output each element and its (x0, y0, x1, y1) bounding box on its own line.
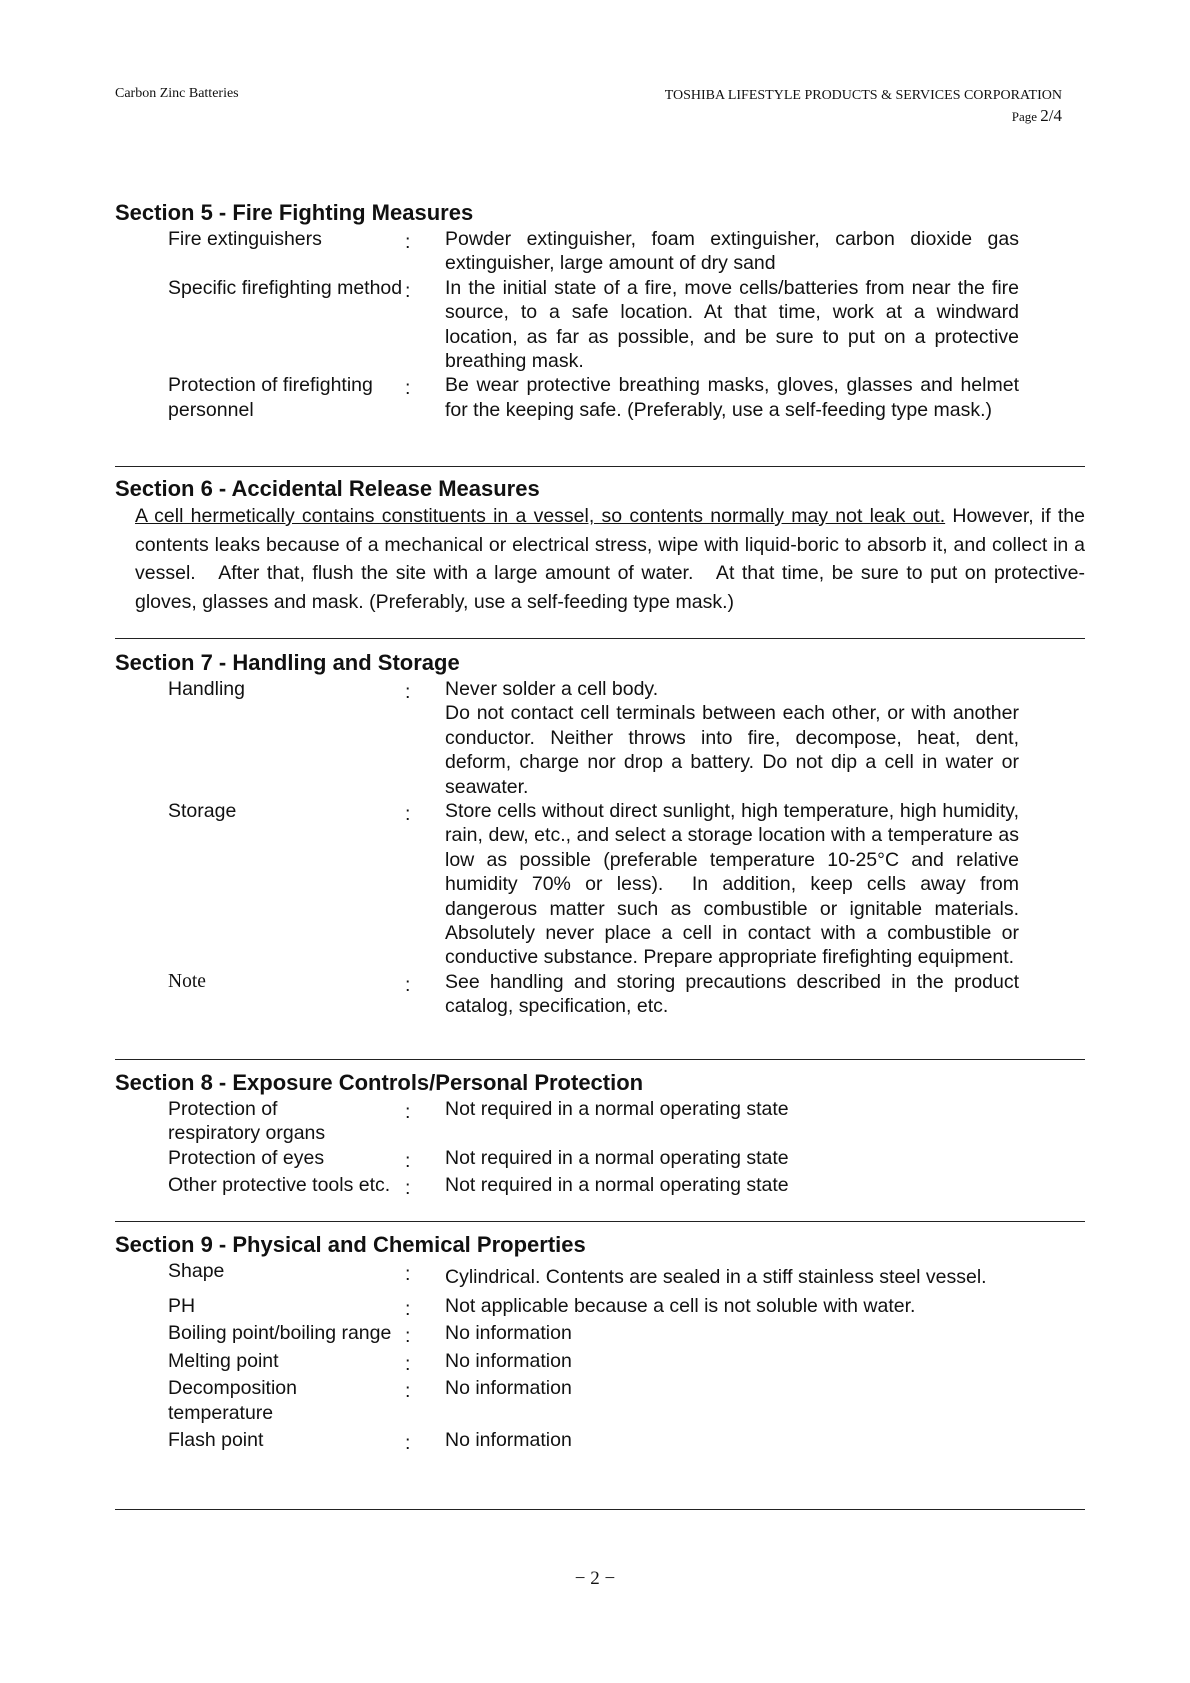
table-row (115, 677, 1085, 799)
section-divider (115, 638, 1085, 639)
row-colon: : (405, 1263, 411, 1285)
section-title: Section 8 - Exposure Controls/Personal Protection (115, 1070, 644, 1095)
row-value: Cylindrical. Contents are sealed in a stiff stainless steel vessel. (445, 1266, 987, 1288)
page-prefix: Page (1011, 109, 1041, 124)
row-value: Be wear protective breathing masks, gloves, glasses and helmet for the keeping safe. (Preferably, use a self-feeding type mask.) (445, 374, 1019, 421)
row-label: Boiling point/boiling range (168, 1322, 392, 1345)
row-colon: : (405, 1298, 411, 1320)
header-page-info (665, 106, 1062, 128)
table-row (115, 227, 1085, 276)
table-row (115, 1146, 1085, 1170)
row-label: Protection of eyes (168, 1146, 325, 1169)
row-colon: : (405, 231, 411, 253)
row-label: Storage (168, 800, 237, 823)
row-value: No information (445, 1429, 572, 1452)
row-label: Melting point (168, 1349, 279, 1372)
table-row (115, 1321, 1085, 1348)
row-colon: : (405, 681, 411, 703)
table-row (115, 1376, 1085, 1425)
row-colon: : (405, 1325, 411, 1348)
row-label: Shape (168, 1260, 225, 1282)
row-colon: : (405, 803, 411, 826)
header-document-title: Carbon Zinc Batteries (115, 86, 239, 101)
row-label: Specific firefighting method (168, 276, 403, 299)
table-row (115, 1097, 1085, 1146)
row-value: Not required in a normal operating state (445, 1098, 789, 1120)
section-8 (115, 1070, 1085, 1198)
section-5 (115, 200, 1085, 422)
row-label: PH (168, 1295, 196, 1317)
row-colon: : (405, 1432, 411, 1455)
row-label: Flash point (168, 1429, 264, 1452)
section-divider (115, 1509, 1085, 1510)
section-paragraph (115, 502, 1085, 616)
section-9 (115, 1232, 1085, 1455)
handling-line: Do not contact cell terminals between each other, or with another conductor. Neither throws into fire, decompose, heat, dent, deform, charge nor drop a battery. Do not dip a cell in water or seawater. (445, 702, 1019, 798)
section-divider (115, 1059, 1085, 1060)
table-row (115, 276, 1085, 374)
section-divider (115, 1221, 1085, 1222)
row-colon: : (405, 377, 411, 400)
section-title: Section 9 - Physical and Chemical Properties (115, 1232, 586, 1257)
row-value: No information (445, 1377, 572, 1400)
row-colon: : (405, 1177, 411, 1200)
row-label: Fire extinguishers (168, 228, 322, 250)
row-label: Handling (168, 678, 245, 700)
section-title: Section 7 - Handling and Storage (115, 650, 460, 675)
row-label: Other protective tools etc. (168, 1174, 391, 1197)
row-colon: : (405, 1352, 411, 1375)
row-value: Not required in a normal operating state (445, 1174, 789, 1197)
header-right (665, 86, 1062, 128)
row-value: No information (445, 1322, 572, 1345)
page-number: 2/4 (1040, 106, 1062, 125)
section-title: Section 6 - Accidental Release Measures (115, 476, 540, 501)
row-value: No information (445, 1349, 572, 1372)
paragraph-text: However, if the contents leaks because of a mechanical or electrical stress, wipe with liquid-boric to absorb it, and collect in a vessel. After that, flush the site with a large amount of water. At that time, be sure to put on protective-gloves, glasses and mask. (Preferably, use a self-feeding type mask.) (135, 505, 1085, 613)
table-row (115, 970, 1085, 1019)
row-label: Protection of firefighting personnel (168, 374, 373, 421)
row-colon: : (405, 279, 411, 302)
underlined-statement: A cell hermetically contains constituents in a vessel, so contents normally may not leak out. (135, 505, 946, 527)
table-row (115, 1349, 1085, 1373)
row-label: Note (168, 970, 206, 992)
table-row (115, 373, 1085, 422)
table-row (115, 1173, 1085, 1200)
table-row (115, 1259, 1085, 1292)
handling-line: Never solder a cell body. (445, 678, 659, 700)
row-value: See handling and storing precautions described in the product catalog, specification, etc. (445, 970, 1019, 1018)
table-row (115, 1294, 1085, 1318)
row-value: Not applicable because a cell is not soluble with water. (445, 1295, 916, 1317)
section-7 (115, 650, 1085, 1019)
row-value (445, 677, 1019, 799)
row-colon: : (405, 1380, 411, 1403)
section-title: Section 5 - Fire Fighting Measures (115, 200, 474, 225)
row-value: Store cells without direct sunlight, high temperature, high humidity, rain, dew, etc., and select a storage location with a temperature as low as possible (preferable temperature 10-25°C and relative humidity 70% or less). In addition, keep cells away from dangerous matter such as combustible or ignitable materials. Absolutely never place a cell in contact with a combustible or conductive substance. Prepare appropriate firefighting equipment. (445, 800, 1019, 969)
row-colon: : (405, 973, 411, 996)
table-row (115, 799, 1085, 970)
row-colon: : (405, 1149, 411, 1172)
row-colon: : (405, 1101, 411, 1123)
table-row (115, 1428, 1085, 1455)
header-company-name: TOSHIBA LIFESTYLE PRODUCTS & SERVICES CORPORATION (664, 88, 1062, 103)
row-label: Decomposition temperature (168, 1377, 297, 1424)
row-value: In the initial state of a fire, move cells/batteries from near the fire source, to a safe location. At that time, work at a windward location, as far as possible, and be sure to put on a protective breathing mask. (445, 276, 1019, 373)
row-value: Not required in a normal operating state (445, 1146, 789, 1169)
row-value: Powder extinguisher, foam extinguisher, carbon dioxide gas extinguisher, large amount of dry sand (445, 228, 1019, 275)
section-divider (115, 466, 1085, 467)
row-label: Protection of respiratory organs (168, 1098, 326, 1145)
page-footer-number: − 2 − (574, 1568, 616, 1589)
section-6 (115, 476, 1085, 616)
